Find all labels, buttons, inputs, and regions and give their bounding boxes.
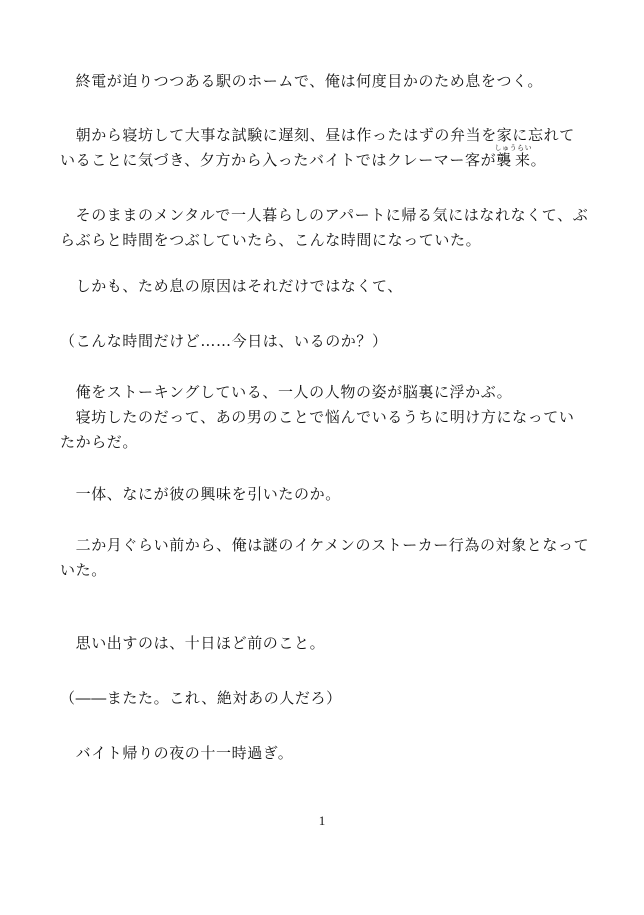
paragraph-12: バイト帰りの夜の十一時過ぎ。 bbox=[60, 744, 294, 762]
paragraph-8: 一体、なにが彼の興味を引いたのか。 bbox=[60, 485, 341, 503]
paragraph-1: 終電が迫りつつある駅のホームで、俺は何度目かのため息をつく。 bbox=[60, 72, 544, 90]
paragraph-3: そのままのメンタルで一人暮らしのアパートに帰る気にはなれなくて、ぶらぶらと時間をつぶしていたら、こんな時間になっていた。 bbox=[60, 206, 589, 249]
ruby-base: 襲来 bbox=[494, 151, 533, 169]
paragraph-7: 寝坊したのだって、あの男のことで悩んでいるうちに明け方になっていたからだ。 bbox=[60, 408, 575, 451]
paragraph-4: しかも、ため息の原因はそれだけではなくて、 bbox=[60, 277, 403, 295]
ruby-reading: しゅうらい bbox=[494, 144, 533, 152]
paragraph-2-end: 。 bbox=[530, 151, 547, 169]
paragraph-11: （――またた。これ、絶対あの人だろ） bbox=[60, 689, 342, 707]
page-number: 1 bbox=[318, 813, 326, 828]
paragraph-9: 二か月ぐらい前から、俺は謎のイケメンのストーカー行為の対象となっていた。 bbox=[60, 536, 590, 579]
paragraph-5: （こんな時間だけど……今日は、いるのか？） bbox=[60, 332, 388, 350]
paragraph-10: 思い出すのは、十日ほど前のこと。 bbox=[60, 634, 326, 652]
paragraph-2 bbox=[60, 123, 590, 173]
ruby-word bbox=[494, 144, 533, 169]
paragraph-6: 俺をストーキングしている、一人の人物の姿が脳裏に浮かぶ。 bbox=[60, 383, 513, 401]
paragraph-2-text: 朝から寝坊して大事な試験に遅刻、昼は作ったはずの弁当を家に忘れていることに気づき、夕方から入ったバイトではクレーマー客が bbox=[60, 126, 575, 169]
